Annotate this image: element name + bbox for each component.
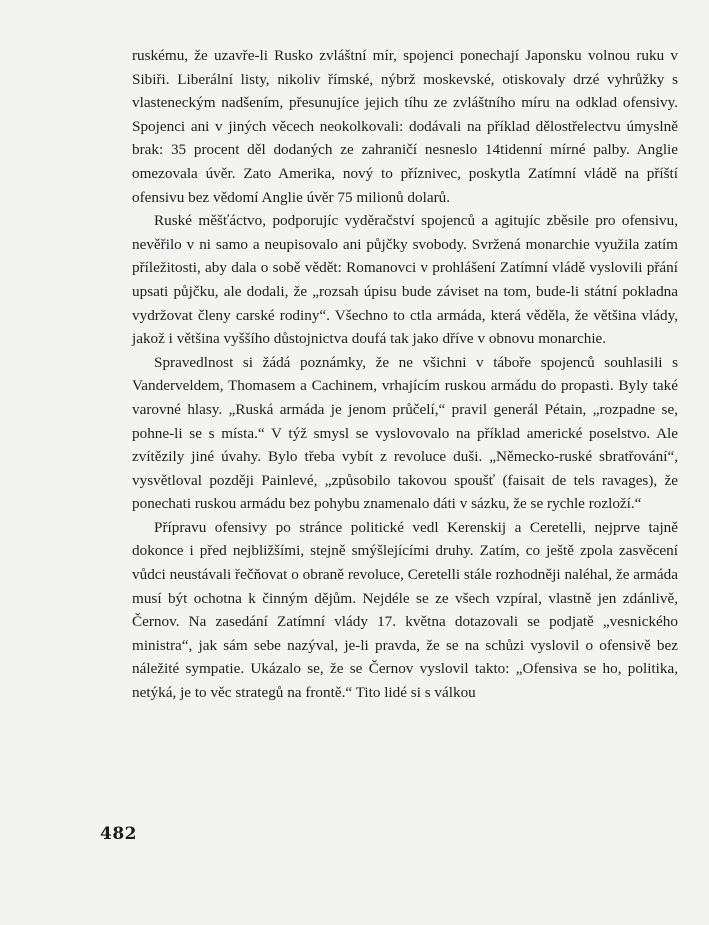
page-number: 482	[100, 824, 137, 844]
body-text	[132, 44, 678, 705]
paragraph-4: Přípravu ofensivy po stránce politické vedl Kerenskij a Ceretelli, nejprve tajně dokonce i před nejbližšími, stejně smýšlejícími druhy. Zatím, co ještě zpola zasvěcení vůdci neustávali řečňovat o obraně revoluce, Ceretelli stále rozhodněji naléhal, že armáda musí být ochotna k činným dějům. Nejdéle se ze všech vzpíral, vlastně jen zdánlivě, Černov. Na zasedání Zatímní vlády 17. května dotazovali se podjatě „vesnického ministra“, jak sám sebe nazýval, je-li pravda, že se na schůzi vyslovil o ofensivě bez náležité sympatie. Ukázalo se, že se Černov vyslovil takto: „Ofensiva se ho, politika, netýká, je to věc strategů na frontě.“ Tito lidé si s válkou	[132, 518, 678, 702]
paragraph-1: ruskému, že uzavře-li Rusko zvláštní mír, spojenci ponechají Japonsku volnou ruku v Sibiři. Liberální listy, nikoliv římské, nýbrž moskevské, otiskovaly drzé vyhrůžky s vlasteneckým nadšením, přesunujíce jejich tíhu ze zvláštního míru na odklad ofensivy. Spojenci ani v jiných věcech neokolkovali: dodávali na příklad dělostřelectvu úmyslně brak: 35 procent děl dodaných ze zahraničí nesneslo 14tidenní mírné palby. Anglie omezovala úvěr. Zato Amerika, nový to příznivec, poskytla Zatímní vládě na příští ofensivu bez vědomí Anglie úvěr 75 milionů dolarů.	[132, 47, 678, 206]
paragraph-3: Spravedlnost si žádá poznámky, že ne všichni v táboře spojenců souhlasili s Vanderveldem, Thomasem a Cachinem, vrhajícím ruskou armádu do propasti. Byly také varovné hlasy. „Ruská armáda je jenom průčelí,“ pravil generál Pétain, „rozpadne se, pohne-li se s místa.“ V týž smysl se vyslovovalo na příklad americké poselstvo. Ale zvítězily jiné úvahy. Bylo třeba vybít z revoluce duši. „Německo-ruské sbratřování“, vysvětloval později Painlevé, „způsobilo takovou spoušť (faisait de tels ravages), že ponechati ruskou armádu bez pohybu znamenalo dáti v sázku, že se rychle rozloží.“	[132, 353, 678, 513]
paragraph-2: Ruské měšťáctvo, podporujíc vyděračství spojenců a agitujíc zběsile pro ofensivu, nevěřilo v ni samo a neupisovalo ani půjčky svobody. Svržená monarchie využila zatím příležitosti, aby dala o sobě vědět: Romanovci v prohlášení Zatímní vládě vyslovili přání upsati půjčku, ale dodali, že „rozsah úpisu bude záviset na tom, bude-li státní pokladna vydržovat členy carské rodiny“. Všechno to ctla armáda, která věděla, že většina vlády, jakož i většina vyššího důstojnictva doufá tak jako dříve v obnovu monarchie.	[132, 212, 678, 348]
